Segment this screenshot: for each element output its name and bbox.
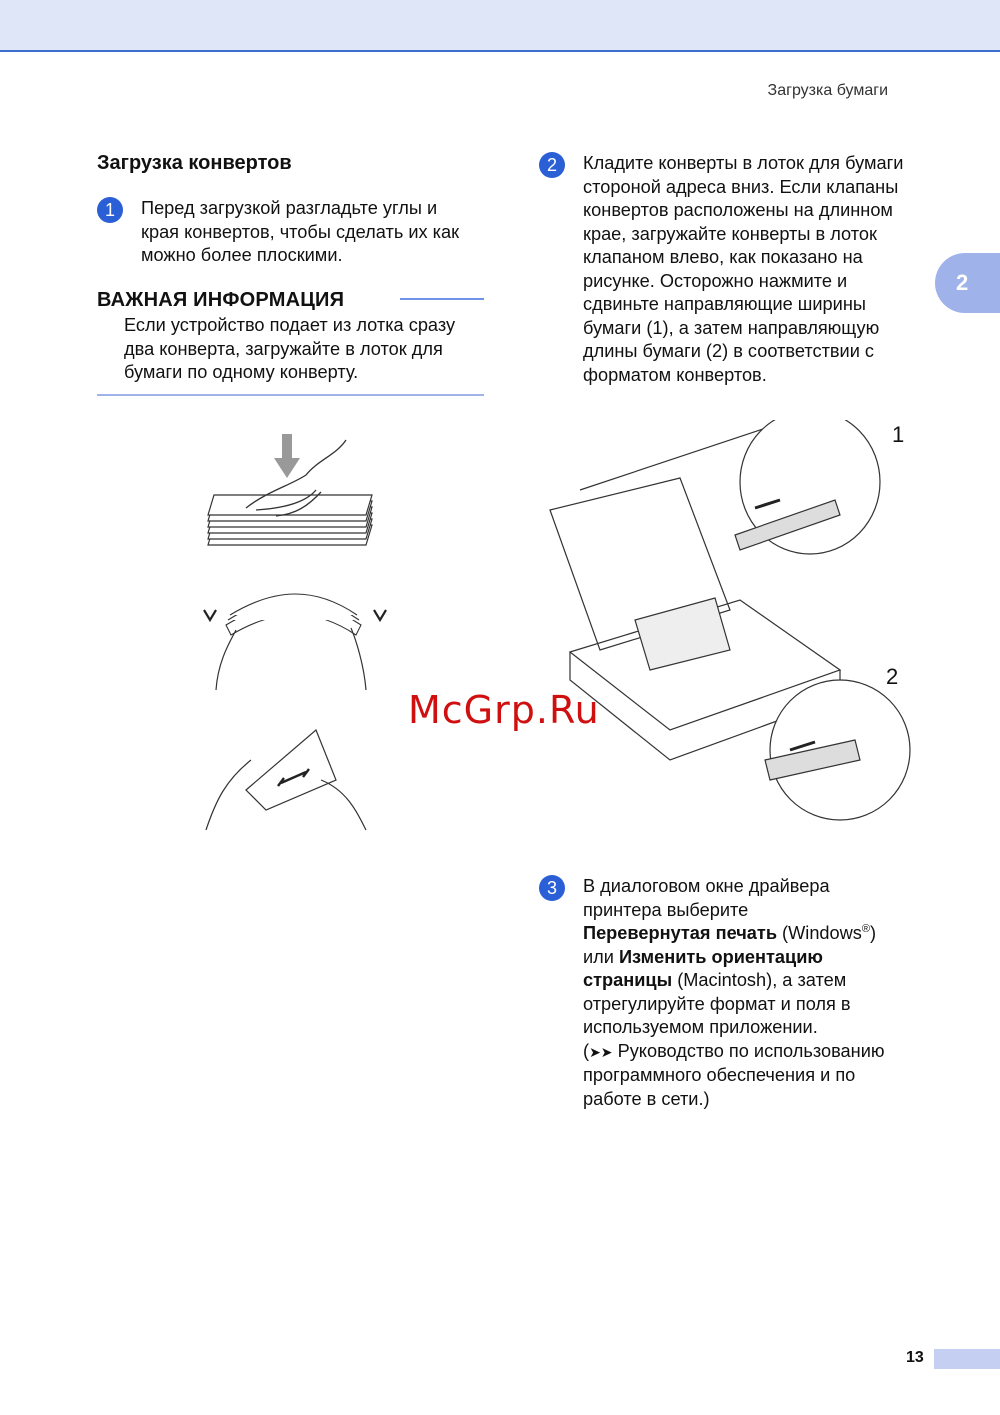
watermark: McGrp.Ru	[408, 688, 600, 732]
double-arrow-icon: ➤➤	[589, 1043, 613, 1060]
callout-1: 1	[892, 422, 905, 447]
important-rule-top	[400, 298, 484, 300]
top-band	[0, 0, 1000, 52]
page-tab	[934, 1349, 1000, 1369]
illustration-load-tray	[540, 420, 920, 840]
running-header: Загрузка бумаги	[767, 82, 888, 99]
important-title: ВАЖНАЯ ИНФОРМАЦИЯ	[97, 289, 345, 311]
callout-2: 2	[886, 664, 899, 689]
important-body: Если устройство подает из лотка сразу два конверта, загружайте в лоток для бумаги по одному конверту.	[124, 315, 456, 382]
step-1-text: Перед загрузкой разгладьте углы и края конвертов, чтобы сделать их как можно более плоскими.	[141, 198, 460, 265]
illustration-bend-envelopes	[196, 590, 396, 690]
step-3-badge: 3	[539, 875, 565, 901]
section-title: Загрузка конвертов	[97, 152, 292, 174]
illustration-smooth-edges	[196, 720, 396, 835]
chapter-tab: 2	[935, 253, 1000, 313]
step-3-text: В диалоговом окне драйвера принтера выберите Перевернутая печать (Windows®) или Изменить ориентацию страницы (Macintosh), а затем отрегулируйте формат и поля в используемом приложении. (➤➤ Руководство по использованию программного обеспечения и по работе в сети.)	[583, 876, 885, 1109]
step-2-badge: 2	[539, 152, 565, 178]
step-1-badge: 1	[97, 197, 123, 223]
page-number: 13	[906, 1349, 924, 1366]
important-rule-bottom	[97, 394, 484, 396]
step-2-text: Кладите конверты в лоток для бумаги стороной адреса вниз. Если клапаны конвертов расположены на длинном крае, загружайте конверты в лоток клапаном влево, как показано на рисунке. Осторожно нажмите и сдвиньте направляющие ширины бумаги (1), а затем направляющую длины бумаги (2) в соответствии с форматом конвертов.	[583, 153, 904, 385]
illustration-flatten-envelopes	[196, 430, 396, 560]
